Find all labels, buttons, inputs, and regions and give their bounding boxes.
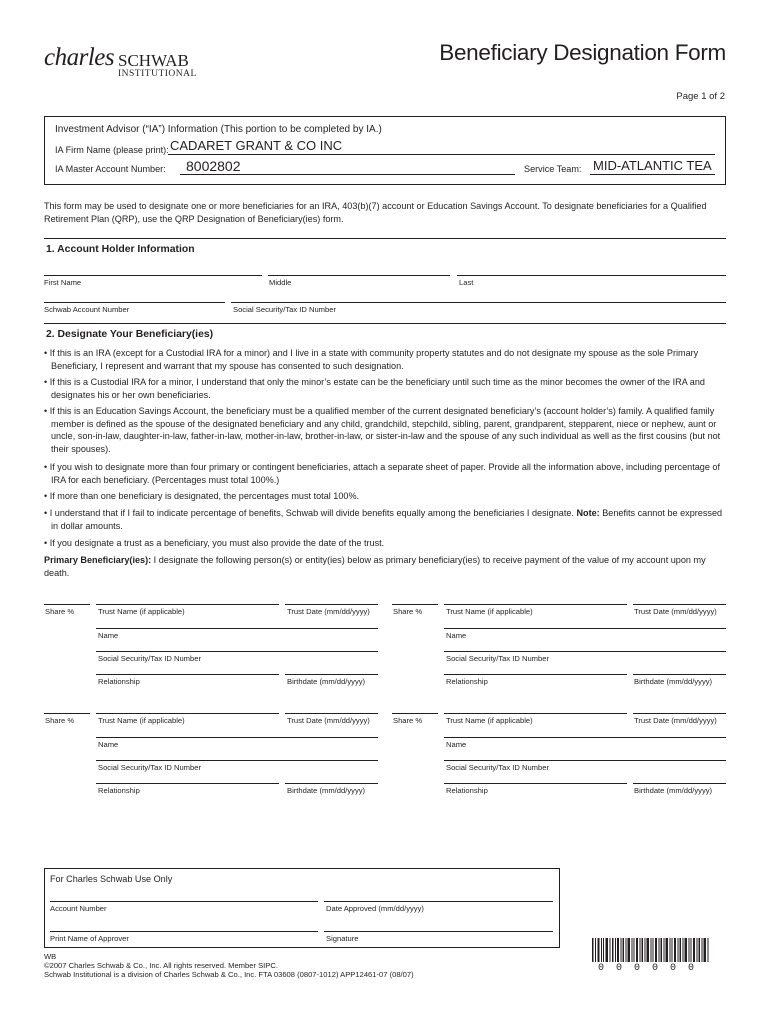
page-number: Page 1 of 2 xyxy=(676,91,725,102)
name-label: Name xyxy=(446,740,467,749)
schwab-account-field[interactable] xyxy=(44,302,225,303)
signature-field[interactable] xyxy=(324,931,553,932)
relationship-label: Relationship xyxy=(446,677,488,686)
share-field[interactable] xyxy=(392,604,438,605)
date-approved-label: Date Approved (mm/dd/yyyy) xyxy=(326,904,424,913)
birthdate-label: Birthdate (mm/dd/yyyy) xyxy=(634,786,713,795)
fail-to-indicate-text: • I understand that if I fail to indicate percentage of benefits, Schwab will divide benefits equally among the beneficiaries I designate. xyxy=(44,508,574,518)
primary-beneficiary-text xyxy=(44,554,728,579)
account-number-label: Account Number xyxy=(50,904,107,913)
beneficiary-ssn-label: Social Security/Tax ID Number xyxy=(446,763,549,772)
bullet-trust-date: • If you designate a trust as a beneficiary, you must also provide the date of the trust. xyxy=(44,538,385,548)
section1-title: 1. Account Holder Information xyxy=(46,244,195,255)
section1-rule xyxy=(44,238,726,239)
share-label: Share % xyxy=(393,716,423,725)
logo-caps: SCHWAB xyxy=(118,51,189,70)
ia-firm-label: IA Firm Name (please print): xyxy=(55,145,169,155)
ia-firm-line xyxy=(168,154,715,155)
first-name-label: First Name xyxy=(44,278,82,287)
name-label: Name xyxy=(98,740,119,749)
relationship-field[interactable] xyxy=(444,783,627,784)
approver-name-label: Print Name of Approver xyxy=(50,934,129,943)
relationship-field[interactable] xyxy=(96,674,279,675)
schwab-account-label: Schwab Account Number xyxy=(44,305,130,314)
signature-label: Signature xyxy=(326,934,359,943)
birthdate-field[interactable] xyxy=(285,783,378,784)
ia-account-label: IA Master Account Number: xyxy=(55,164,166,174)
ia-firm-field[interactable]: CADARET GRANT & CO INC xyxy=(170,138,343,153)
page-title: Beneficiary Designation Form xyxy=(439,40,726,65)
name-field[interactable] xyxy=(444,737,726,738)
last-name-label: Last xyxy=(459,278,474,287)
trust-name-field[interactable] xyxy=(444,713,627,714)
ssn-field[interactable] xyxy=(231,302,726,303)
share-label: Share % xyxy=(393,607,423,616)
birthdate-field[interactable] xyxy=(633,674,726,675)
trust-name-label: Trust Name (if applicable) xyxy=(446,716,533,725)
share-field[interactable] xyxy=(392,713,438,714)
trust-date-field[interactable] xyxy=(285,713,378,714)
trust-name-field[interactable] xyxy=(444,604,627,605)
footer-division: Schwab Institutional is a division of Charles Schwab & Co., Inc. FTA 03608 (0807-1012) APP12461-07 (08/07) xyxy=(44,970,414,979)
account-number-field[interactable] xyxy=(50,901,318,902)
trust-name-field[interactable] xyxy=(96,713,279,714)
ia-account-field[interactable]: 8002802 xyxy=(186,158,241,174)
schwab-use-title: For Charles Schwab Use Only xyxy=(50,874,173,884)
bullet-custodial-ira: • If this is a Custodial IRA for a minor, I understand that only the minor’s estate can be the beneficiary until such time as the minor becomes the owner of the IRA and designates his or her own beneficiaries. xyxy=(44,377,705,400)
bullet-fail-to-indicate xyxy=(44,507,724,532)
relationship-label: Relationship xyxy=(98,677,140,686)
trust-date-label: Trust Date (mm/dd/yyyy) xyxy=(634,716,717,725)
middle-label: Middle xyxy=(269,278,292,287)
first-name-field[interactable] xyxy=(44,275,262,276)
middle-field[interactable] xyxy=(268,275,450,276)
relationship-label: Relationship xyxy=(446,786,488,795)
ia-heading: Investment Advisor (“IA”) Information (This portion to be completed by IA.) xyxy=(55,124,382,135)
service-team-label: Service Team: xyxy=(524,164,582,174)
share-field[interactable] xyxy=(44,604,90,605)
trust-date-label: Trust Date (mm/dd/yyyy) xyxy=(634,607,717,616)
name-label: Name xyxy=(98,631,119,640)
beneficiary-ssn-label: Social Security/Tax ID Number xyxy=(98,654,201,663)
relationship-field[interactable] xyxy=(96,783,279,784)
bullet-community-property: • If this is an IRA (except for a Custodial IRA for a minor) and I live in a state with community property statutes and do not designate my spouse as the sole Primary Beneficiary, I represent and warrant that my spouse has consented to such designation. xyxy=(44,348,699,371)
primary-label: Primary Beneficiary(ies): xyxy=(44,555,152,565)
name-field[interactable] xyxy=(96,737,378,738)
birthdate-field[interactable] xyxy=(285,674,378,675)
birthdate-label: Birthdate (mm/dd/yyyy) xyxy=(287,677,366,686)
trust-date-label: Trust Date (mm/dd/yyyy) xyxy=(287,716,370,725)
bullet-education-savings: • If this is an Education Savings Account, the beneficiary must be a qualified member of the current designated beneficiary’s (account holder’s) family. A qualified family member is defined as the spouse of the designated beneficiary and any child, grandchild, stepchild, sibling, parent, grandparent, stepparent, niece or nephew, aunt or uncle, son-in-law, daughter-in-law, father-in-law, mother-in-law, brother-in-law, or sister-in-law and the spouse of any such individual as well as the first cousins (but not their spouses). xyxy=(44,406,721,454)
beneficiary-ssn-label: Social Security/Tax ID Number xyxy=(98,763,201,772)
beneficiary-ssn-label: Social Security/Tax ID Number xyxy=(446,654,549,663)
primary-desc: I designate the following person(s) or entity(ies) below as primary beneficiary(ies) to receive payment of the value of my account upon my death. xyxy=(44,555,706,578)
trust-name-label: Trust Name (if applicable) xyxy=(98,607,185,616)
logo-script: charles xyxy=(44,44,115,71)
birthdate-field[interactable] xyxy=(633,783,726,784)
bullet-more-than-four: • If you wish to designate more than four primary or contingent beneficiaries, attach a separate sheet of paper. Provide all the information above, including percentage of IRA for each beneficiary. (Percentages must total 100%.) xyxy=(44,462,721,485)
bullet-percentages: • If more than one beneficiary is designated, the percentages must total 100%. xyxy=(44,491,360,501)
beneficiary-ssn-field[interactable] xyxy=(444,651,726,652)
beneficiary-ssn-field[interactable] xyxy=(444,760,726,761)
share-label: Share % xyxy=(45,607,75,616)
last-name-field[interactable] xyxy=(457,275,726,276)
birthdate-label: Birthdate (mm/dd/yyyy) xyxy=(634,677,713,686)
section2-title: 2. Designate Your Beneficiary(ies) xyxy=(46,329,214,340)
trust-name-label: Trust Name (if applicable) xyxy=(98,716,185,725)
date-approved-field[interactable] xyxy=(324,901,553,902)
trust-date-field[interactable] xyxy=(633,604,726,605)
section2-rule xyxy=(44,323,726,324)
footer-copyright: ©2007 Charles Schwab & Co., Inc. All rights reserved. Member SIPC. xyxy=(44,961,278,970)
beneficiary-ssn-field[interactable] xyxy=(96,760,378,761)
name-field[interactable] xyxy=(444,628,726,629)
barcode-graphic xyxy=(592,938,710,962)
share-field[interactable] xyxy=(44,713,90,714)
trust-date-label: Trust Date (mm/dd/yyyy) xyxy=(287,607,370,616)
trust-date-field[interactable] xyxy=(633,713,726,714)
share-label: Share % xyxy=(45,716,75,725)
trust-name-field[interactable] xyxy=(96,604,279,605)
ia-account-line xyxy=(180,174,515,175)
name-label: Name xyxy=(446,631,467,640)
logo-sub: INSTITUTIONAL xyxy=(118,69,197,79)
beneficiary-ssn-field[interactable] xyxy=(96,651,378,652)
approver-name-field[interactable] xyxy=(50,931,318,932)
intro-text: This form may be used to designate one or more beneficiaries for an IRA, 403(b)(7) account or Education Savings Account. To designate beneficiaries for a Qualified Retirement Plan (QRP), use the QRP Designation of Beneficiary(ies) form. xyxy=(44,201,707,224)
name-field[interactable] xyxy=(96,628,378,629)
birthdate-label: Birthdate (mm/dd/yyyy) xyxy=(287,786,366,795)
barcode-digits: 0 0 0 0 0 0 xyxy=(598,963,695,974)
barcode xyxy=(592,938,710,962)
note-text: Benefits cannot be expressed in dollar amounts. xyxy=(51,508,723,531)
service-team-field[interactable]: MID-ATLANTIC TEA xyxy=(593,158,712,173)
relationship-field[interactable] xyxy=(444,674,627,675)
trust-name-label: Trust Name (if applicable) xyxy=(446,607,533,616)
footer-code: WB xyxy=(44,952,57,961)
note-label: Note: xyxy=(576,508,600,518)
schwab-logo xyxy=(44,44,204,84)
relationship-label: Relationship xyxy=(98,786,140,795)
service-team-line xyxy=(590,174,715,175)
ssn-label: Social Security/Tax ID Number xyxy=(233,305,336,314)
trust-date-field[interactable] xyxy=(285,604,378,605)
